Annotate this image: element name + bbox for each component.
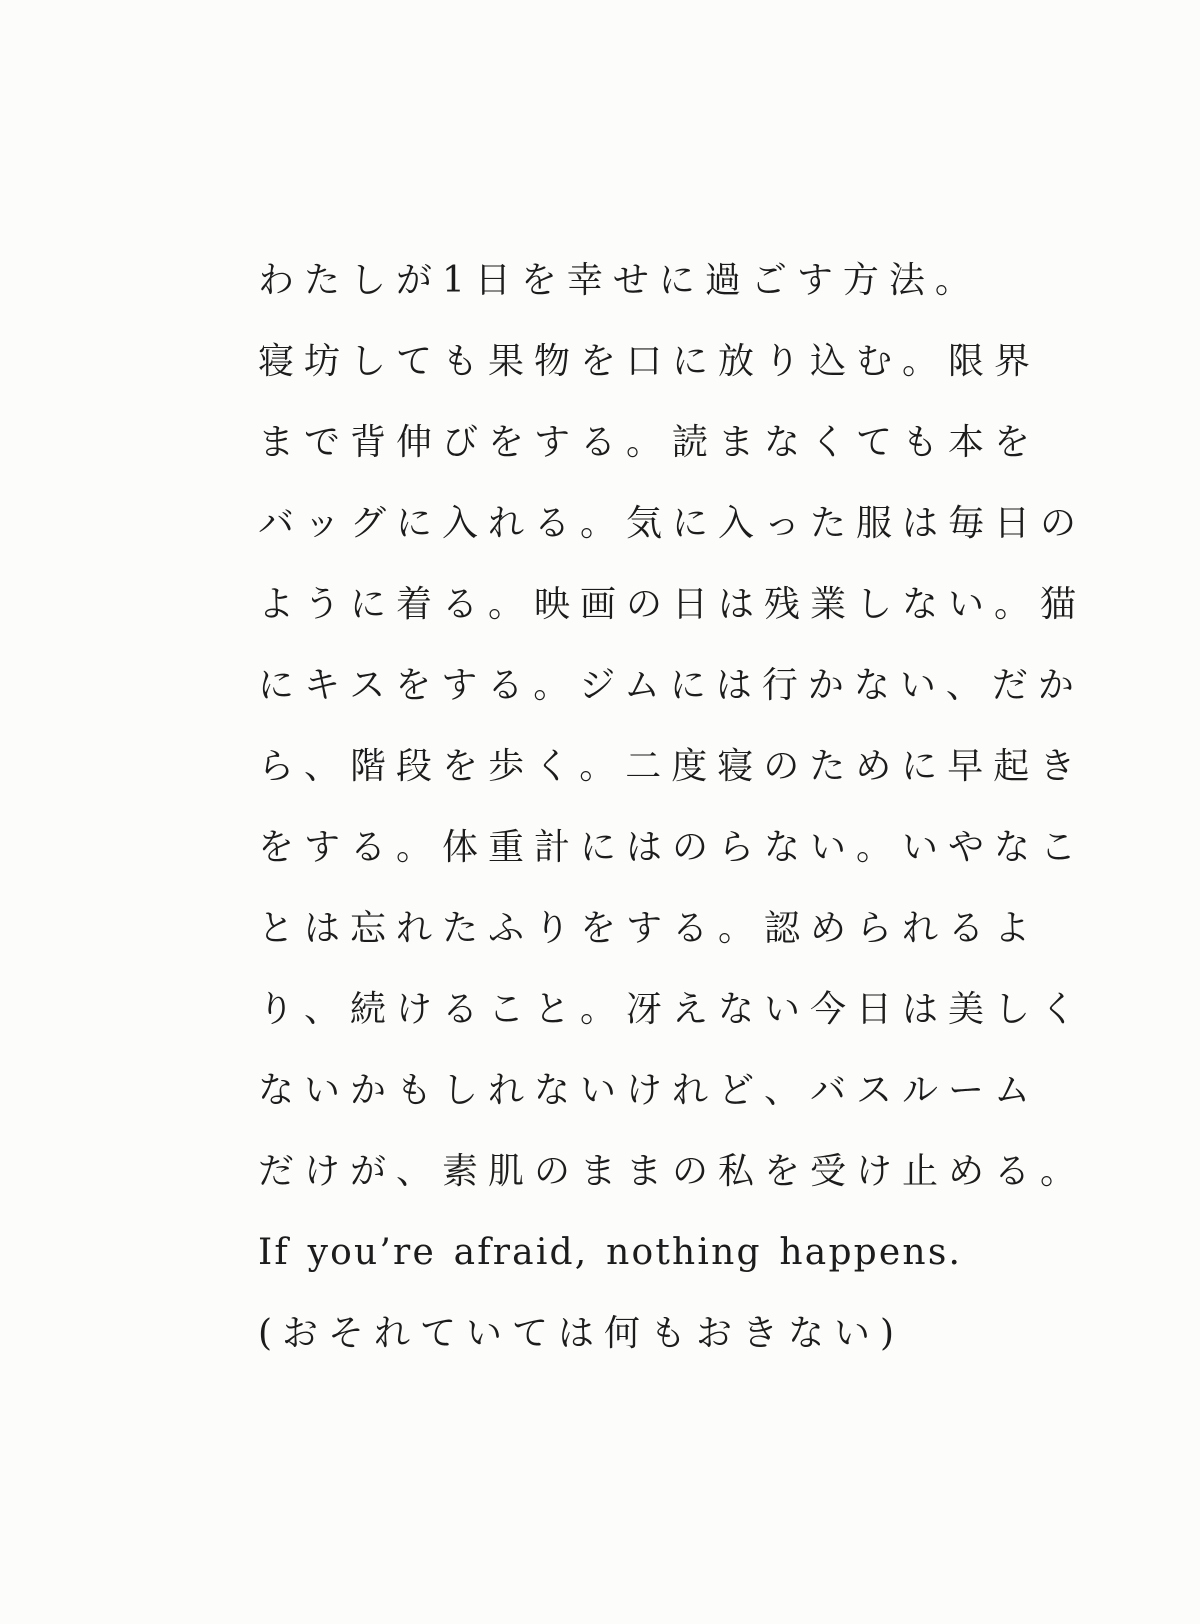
poem-line: わたしが1日を幸せに過ごす方法。 — [258, 260, 981, 301]
poem-line: だけが、素肌のままの私を受け止める。 — [258, 1151, 1087, 1192]
poem-line: とは忘れたふりをする。認められるよ — [258, 908, 1041, 949]
poem-text-block — [258, 249, 1087, 1383]
poem-line: バッグに入れる。気に入った服は毎日の — [258, 503, 1087, 544]
quote-translation: (おそれていては何もおきない) — [258, 1313, 905, 1354]
poem-line: ように着る。映画の日は残業しない。猫 — [258, 584, 1087, 625]
poem-line: ないかもしれないけれど、バスルーム — [258, 1070, 1041, 1111]
poem-line: をする。体重計にはのらない。いやなこ — [258, 827, 1087, 868]
poem-line: り、続けること。冴えない今日は美しく — [258, 989, 1087, 1030]
english-quote: If you’re afraid, nothing happens. — [258, 1232, 963, 1273]
poem-line: 寝坊しても果物を口に放り込む。限界 — [258, 341, 1041, 382]
poem-line: にキスをする。ジムには行かない、だか — [258, 665, 1084, 706]
poem-line: ら、階段を歩く。二度寝のために早起き — [258, 746, 1086, 787]
poem-line: まで背伸びをする。読まなくても本を — [258, 422, 1041, 463]
